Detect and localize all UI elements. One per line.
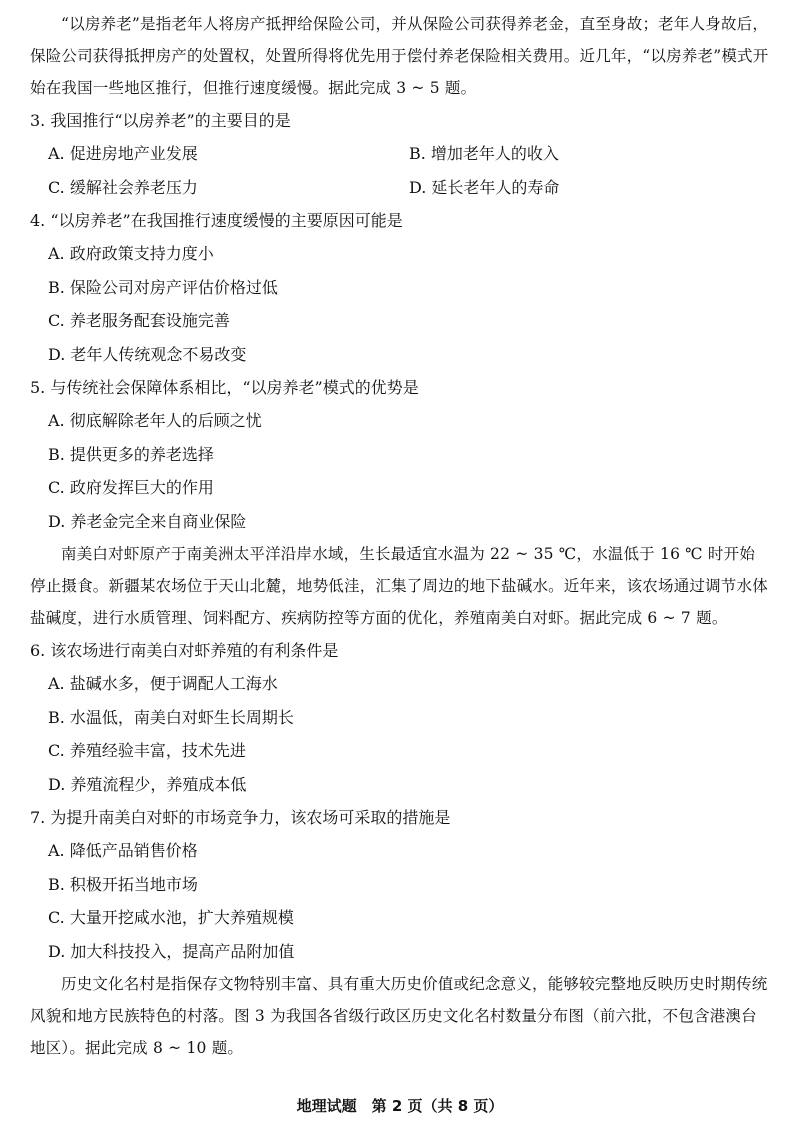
- question-7: [30, 801, 770, 968]
- question-5-option-b: B. 提供更多的养老选择: [48, 444, 214, 464]
- question-3-options-row-2: [30, 171, 770, 205]
- question-6-option-a: A. 盐碱水多，便于调配人工海水: [48, 674, 278, 693]
- passage-white-shrimp: 南美白对虾原产于南美洲太平洋沿岸水域，生长最适宜水温为 22 ~ 35 ℃，水温低于 16 ℃ 时开始停止摄食。新疆某农场位于天山北麓，地势低洼，汇集了周边的地下盐碱水。近年来，该农场通过调节水体盐碱度，进行水质管理、饲料配方、疾病防控等方面的优化，养殖南美白对虾。据此完成 6 ~ 7 题。: [30, 545, 768, 627]
- question-4-option-c: C. 养老服务配套设施完善: [48, 311, 230, 330]
- question-4: [30, 204, 770, 371]
- question-4-option-a: A. 政府政策支持力度小: [48, 244, 214, 263]
- question-7-stem: 7. 为提升南美白对虾的市场竞争力，该农场可采取的措施是: [30, 808, 451, 827]
- question-3-option-a: A. 促进房地产业发展: [48, 144, 198, 163]
- question-3-option-c: C. 缓解社会养老压力: [48, 177, 198, 197]
- question-3-stem: 3. 我国推行“以房养老”的主要目的是: [30, 111, 291, 130]
- question-6-option-d: D. 养殖流程少，养殖成本低: [48, 774, 247, 794]
- question-3-option-b: B. 增加老年人的收入: [409, 144, 559, 163]
- question-3-option-d: D. 延长老年人的寿命: [409, 177, 560, 197]
- question-4-option-d: D. 老年人传统观念不易改变: [48, 344, 247, 364]
- passage-historic-villages: 历史文化名村是指保存文物特别丰富、具有重大历史价值或纪念意义，能够较完整地反映历史时期传统风貌和地方民族特色的村落。图 3 为我国各省级行政区历史文化名村数量分布图（前六批，不包含港澳台地区）。据此完成 8 ~ 10 题。: [30, 975, 768, 1057]
- question-5-option-a: A. 彻底解除老年人的后顾之忧: [48, 411, 262, 430]
- question-7-option-d: D. 加大科技投入，提高产品附加值: [48, 941, 295, 961]
- question-3: [30, 104, 770, 204]
- question-7-option-b: B. 积极开拓当地市场: [48, 874, 198, 894]
- question-4-stem: 4. “以房养老”在我国推行速度缓慢的主要原因可能是: [30, 211, 403, 230]
- question-5-option-c: C. 政府发挥巨大的作用: [48, 478, 214, 497]
- question-6: [30, 634, 770, 801]
- question-3-options-row-1: [30, 137, 770, 171]
- question-6-option-b: B. 水温低，南美白对虾生长周期长: [48, 707, 294, 727]
- question-7-option-c: C. 大量开挖咸水池，扩大养殖规模: [48, 908, 294, 927]
- question-6-stem: 6. 该农场进行南美白对虾养殖的有利条件是: [30, 641, 339, 660]
- question-5-stem: 5. 与传统社会保障体系相比，“以房养老”模式的优势是: [30, 378, 419, 397]
- question-6-option-c: C. 养殖经验丰富，技术先进: [48, 741, 246, 760]
- question-7-option-a: A. 降低产品销售价格: [48, 841, 198, 860]
- question-5-option-d: D. 养老金完全来自商业保险: [48, 511, 247, 531]
- question-5: [30, 371, 770, 538]
- passage-reverse-mortgage: “以房养老”是指老年人将房产抵押给保险公司，并从保险公司获得养老金，直至身故；老年人身故后，保险公司获得抵押房产的处置权，处置所得将优先用于偿付养老保险相关费用。近几年，“以房养老”模式开始在我国一些地区推行，但推行速度缓慢。据此完成 3 ~ 5 题。: [30, 15, 769, 97]
- page-footer: 地理试题 第 2 页（共 8 页）: [296, 1097, 504, 1115]
- question-4-option-b: B. 保险公司对房产评估价格过低: [48, 277, 278, 297]
